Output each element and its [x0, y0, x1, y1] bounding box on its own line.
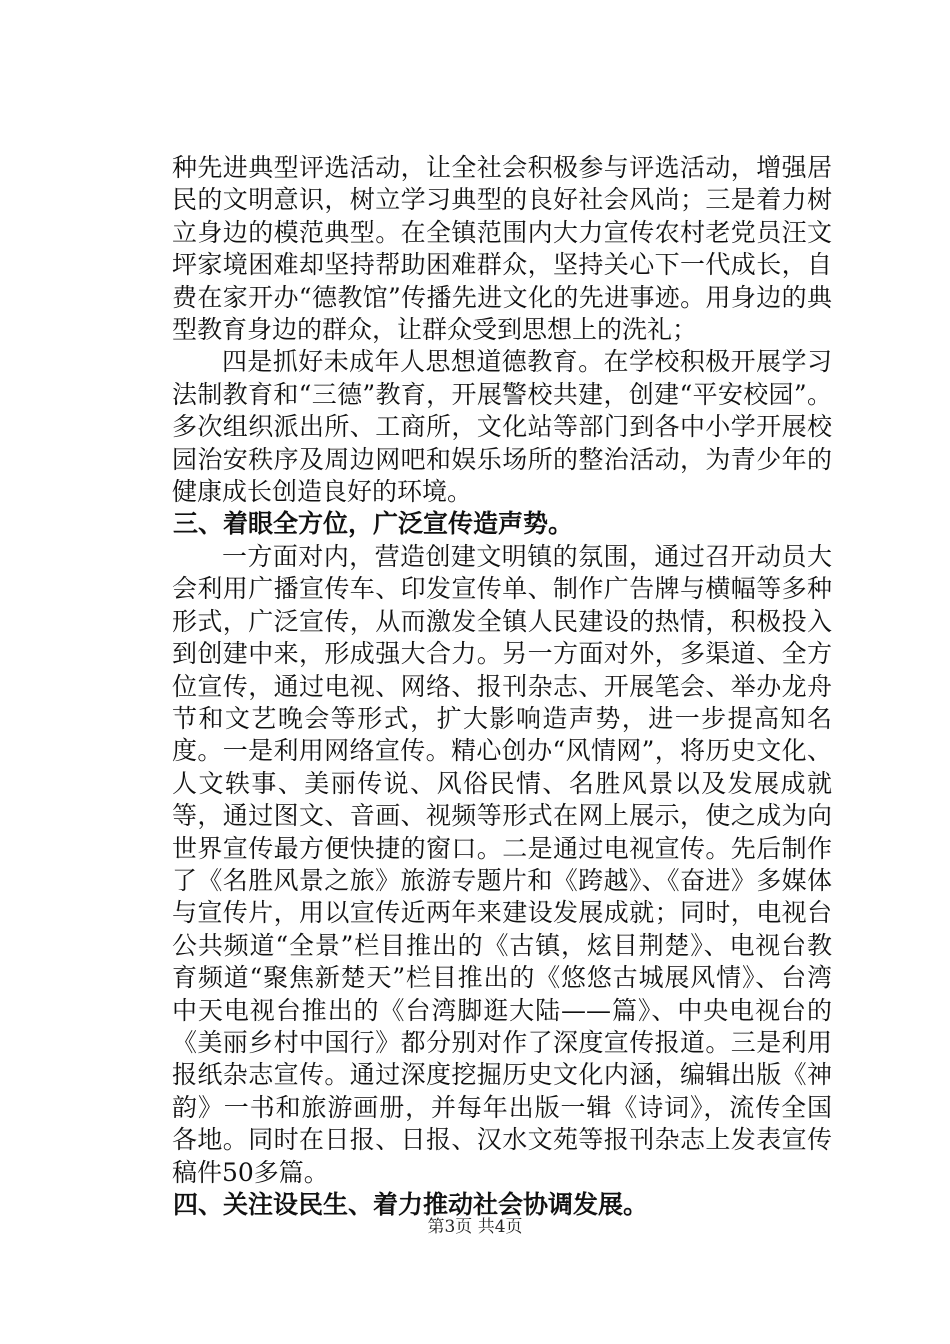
document-body	[172, 152, 832, 1221]
section-heading-livelihood: 四、关注设民生、着力推动社会协调发展。	[173, 1190, 649, 1219]
paragraph-minors-education: 四是抓好未成年人思想道德教育。在学校积极开展学习法制教育和“三德”教育，开展警校共建，创建“平安校园”。多次组织派出所、工商所，文化站等部门到各中小学开展校园治安秩序及周边网吧和娱乐场所的整治活动，为青少年的健康成长创造良好的环境。	[172, 347, 832, 507]
section-heading-publicity: 三、着眼全方位，广泛宣传造声势。	[173, 509, 574, 539]
paragraph-publicity: 一方面对内，营造创建文明镇的氛围，通过召开动员大会利用广播宣传车、印发宣传单、制作广告牌与横幅等多种形式，广泛宣传，从而激发全镇人民建设的热情，积极投入到创建中来，形成强大合力。另一方面对外，多渠道、全方位宣传，通过电视、网络、报刊杂志、开展笔会、举办龙舟节和文艺晚会等形式，扩大影响造声势，进一步提高知名度。一是利用网络宣传。精心创办“风情网”，将历史文化、人文轶事、美丽传说、风俗民情、名胜风景以及发展成就等，通过图文、音画、视频等形式在网上展示，使之成为向世界宣传最方便快捷的窗口。二是通过电视宣传。先后制作了《名胜风景之旅》旅游专题片和《跨越》、《奋进》多媒体与宣传片，用以宣传近两年来建设发展成就；同时，电视台公共频道“全景”栏目推出的《古镇，炫目荆楚》、电视台教育频道“聚焦新楚天”栏目推出的《悠悠古城展风情》、台湾中天电视台推出的《台湾脚逛大陆——篇》、中央电视台的《美丽乡村中国行》都分别对作了深度宣传报道。三是利用报纸杂志宣传。通过深度挖掘历史文化内涵，编辑出版《神韵》一书和旅游画册，并每年出版一辑《诗词》，流传全国各地。同时在日报、日报、汉水文苑等报刊杂志上发表宣传稿件50多篇。	[172, 541, 832, 1187]
paragraph-continuation: 种先进典型评选活动，让全社会积极参与评选活动，增强居民的文明意识，树立学习典型的良好社会风尚；三是着力树立身边的模范典型。在全镇范围内大力宣传农村老党员汪文坪家境困难却坚持帮助困难群众，坚持关心下一代成长，自费在家开办“德教馆”传播先进文化的先进事迹。用身边的典型教育身边的群众，让群众受到思想上的洗礼；	[172, 153, 832, 345]
page-footer: 第3页 共4页	[427, 1217, 523, 1237]
